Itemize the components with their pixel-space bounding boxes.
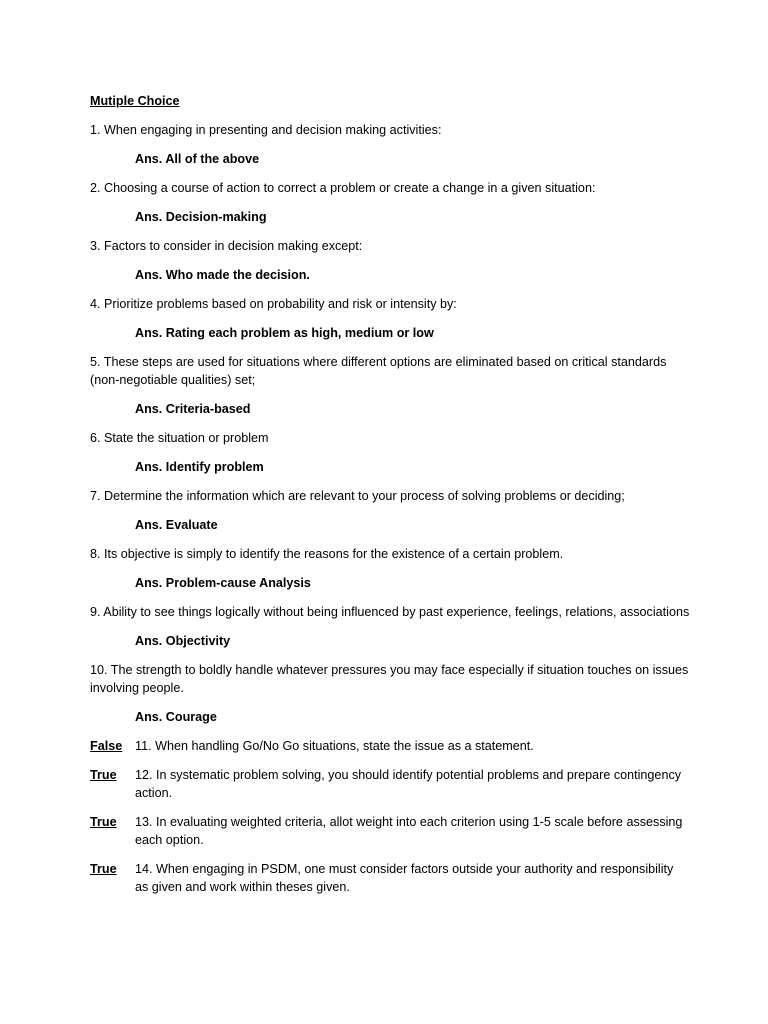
question-6: 6. State the situation or problem [90,431,269,445]
tf-statement: 11. When handling Go/No Go situations, state the issue as a statement. [135,739,534,753]
question-2: 2. Choosing a course of action to correct a problem or create a change in a given situation: [90,181,596,195]
question-7: 7. Determine the information which are relevant to your process of solving problems or deciding; [90,489,625,503]
question-1: 1. When engaging in presenting and decision making activities: [90,123,442,137]
answer-1: Ans. All of the above [135,152,260,166]
tf-answer-label: True [90,768,117,782]
document-body [90,92,690,907]
tf-statement: 14. When engaging in PSDM, one must consider factors outside your authority and responsibility as given and work within theses given. [135,862,674,894]
tf-statement: 12. In systematic problem solving, you should identify potential problems and prepare contingency action. [135,768,682,800]
question-5: 5. These steps are used for situations where different options are eliminated based on critical standards (non-negotiable qualities) set; [90,355,667,387]
answer-3: Ans. Who made the decision. [135,268,310,282]
answer-2: Ans. Decision-making [135,210,267,224]
tf-answer-label: True [90,815,117,829]
question-4: 4. Prioritize problems based on probability and risk or intensity by: [90,297,457,311]
answer-10: Ans. Courage [135,710,217,724]
tf-statement: 13. In evaluating weighted criteria, allot weight into each criterion using 1-5 scale before assessing each option. [135,815,683,847]
section-heading: Mutiple Choice [90,94,180,108]
answer-4: Ans. Rating each problem as high, medium or low [135,326,434,340]
answer-9: Ans. Objectivity [135,634,231,648]
true-false-item-13 [90,813,690,849]
answer-6: Ans. Identify problem [135,460,264,474]
question-9: 9. Ability to see things logically without being influenced by past experience, feelings, relations, associations [90,605,690,619]
true-false-item-12 [90,766,690,802]
true-false-item-14 [90,860,690,896]
question-10: 10. The strength to boldly handle whatever pressures you may face especially if situation touches on issues involving people. [90,663,689,695]
tf-answer-label: True [90,862,117,876]
answer-7: Ans. Evaluate [135,518,218,532]
question-3: 3. Factors to consider in decision making except: [90,239,363,253]
true-false-item-11 [90,737,690,755]
tf-answer-label: False [90,739,123,753]
answer-8: Ans. Problem-cause Analysis [135,576,311,590]
answer-5: Ans. Criteria-based [135,402,251,416]
question-8: 8. Its objective is simply to identify the reasons for the existence of a certain problem. [90,547,564,561]
